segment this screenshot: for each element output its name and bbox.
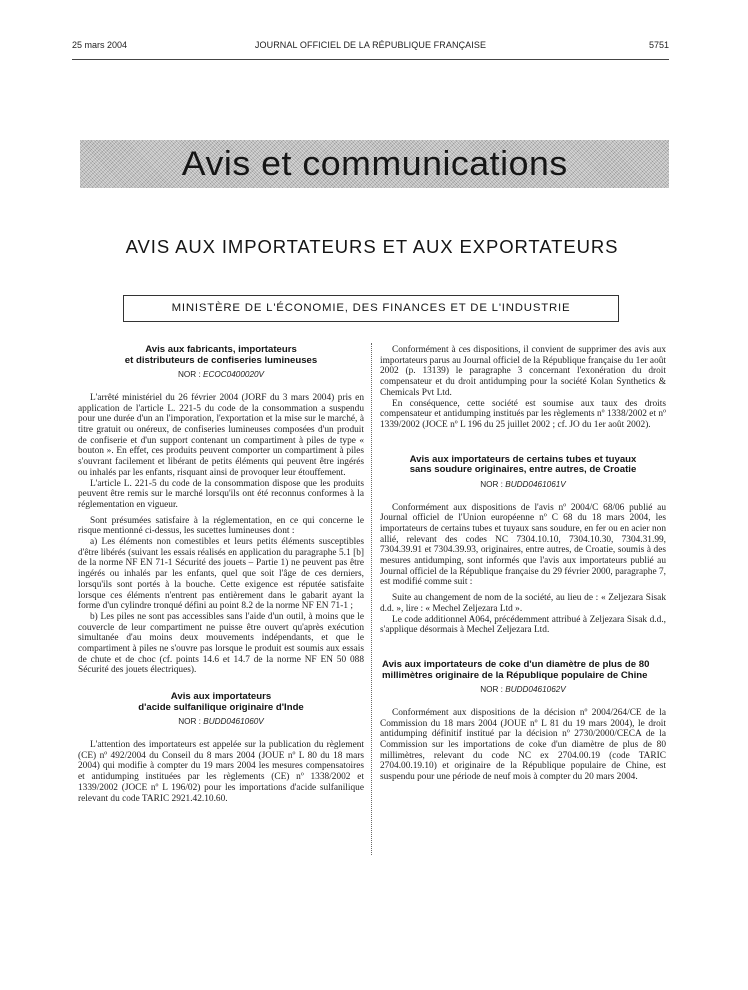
nor-reference: [380, 685, 666, 696]
notice-acide: [78, 692, 364, 804]
paragraph: Le code additionnel A064, précédemment attribué à Zeljezara Sisak d.d., s'applique désormais à Mechel Zeljezara Ltd.: [380, 614, 666, 636]
running-head: [72, 40, 669, 54]
paragraph: En conséquence, cette société est soumise aux taux des droits compensateur et antidumping institués par les règlements nº 1338/2002 et nº 1339/2002 (JOCE nº L 196 du 25 juillet 2002 ; cf. JO du 1er août 2002).: [380, 398, 666, 430]
issue-date: 25 mars 2004: [72, 40, 128, 50]
nor-reference: [380, 480, 666, 491]
right-column: [380, 345, 666, 783]
left-column: [78, 345, 364, 804]
paragraph: a) Les éléments non comestibles et leurs petits éléments susceptibles d'être libérés (suivant les essais réalisés en application du paragraphe 5.1 [b] de la norme NF EN 71-1 Sécurité des jouets – Partie 1) ne peuvent pas être ingérés ou inhalés par les enfants, quel que soit l'âge de ces derniers, lorsqu'ils sont portés à la bouche. Cette exigence est réputée satisfaite lorsque ces éléments n'entrent pas entièrement dans le gabarit ayant la forme d'un cylindre tronqué défini au point 8.2 de la norme NF EN 71-1 ;: [78, 537, 364, 612]
column-divider: [371, 343, 372, 855]
notice-title-line: et distributeurs de confiseries lumineuses: [124, 354, 318, 366]
header-rule: [72, 59, 669, 60]
notice-title-line: Avis aux importateurs: [170, 691, 272, 703]
nor-code: BUDD0461061V: [505, 479, 566, 489]
paragraph: b) Les piles ne sont pas accessibles sans l'aide d'un outil, à moins que le couvercle de leur compartiment ne puisse être ouvert qu'après exécution simultanée d'au moins deux mouvements indépendants, et que le compartiment à piles ne s'ouvre pas lorsque le produit est soumis aux essais de chute et de choc (cf. points 14.6 et 14.7 de la norme NF EN 50 088 Sécurité des jouets électriques).: [78, 611, 364, 676]
nor-code: BUDD0461060V: [203, 717, 264, 727]
banner-title: Avis et communications: [181, 145, 568, 183]
nor-code: ECOC0400020V: [203, 370, 265, 380]
notice-title: [78, 345, 364, 366]
nor-code: BUDD0461062V: [505, 685, 566, 695]
nor-label: NOR :: [480, 479, 506, 489]
section-banner: [80, 140, 669, 188]
notice-title-line: d'acide sulfanilique originaire d'Inde: [138, 701, 304, 713]
nor-label: NOR :: [178, 717, 204, 727]
notice-confiseries: [78, 345, 364, 676]
section-title: AVIS AUX IMPORTATEURS ET AUX EXPORTATEURS: [125, 236, 619, 257]
paragraph: L'arrêté ministériel du 26 février 2004 (JORF du 3 mars 2004) pris en application de l'article L. 221-5 du code de la consommation a suspendu pour une durée d'un an l'imporation, l'exportation et la mise sur le marché, à titre gratuit ou onéreux, de confiseries lumineuses composées d'un produit de confiserie et d'un support contenant un compartiment à piles de type « bouton ». En effet, ces produits peuvent comporter un compartiment à piles s'ouvrant facilement et libérant de petits éléments qui peuvent être ingérés ou inhalés par les enfants, risquant ainsi de provoquer leur étouffement.: [78, 392, 364, 478]
paragraph: Conformément aux dispositions de l'avis nº 2004/C 68/06 publié au Journal officiel de l'Union européenne nº C 68 du 18 mars 2004, les importateurs de certains tubes et tuyaux sans soudure, en fer ou en acier non allié, relevant des codes NC 7304.10.10, 7304.10.30, 7304.31.99, 7304.39.91 et 7304.39.93, originaires, entre autres, de Croatie, soumis à des mesures antidumping, sont informés que l'avis aux importateurs publié au Journal officiel de la République française du 29 février 2000, paragraphe 7, est modifié comme suit :: [380, 502, 666, 588]
paragraph: Conformément aux dispositions de la décision nº 2004/264/CE de la Commission du 18 mars 2004 (JOUE nº L 81 du 19 mars 2004), le droit antidumping définitif institué par la décision nº 2730/2000/CECA de la Commission sur les importations de coke d'un diamètre de plus de 80 millimètres, relevant du code NC ex 2704.00.19 (code TARIC 2704.00.19.10) et originaire de la République populaire de Chine, est suspendu pour une période de neuf mois à compter du 20 mars 2004.: [380, 707, 666, 783]
notice-tubes: [380, 455, 666, 636]
notice-title-line: Avis aux importateurs de certains tubes et tuyaux: [409, 453, 637, 465]
notice-title-line: sans soudure originaires, entre autres, de Croatie: [409, 464, 637, 476]
page-number: 5751: [648, 40, 669, 50]
nor-reference: [78, 370, 364, 381]
journal-title: JOURNAL OFFICIEL DE LA RÉPUBLIQUE FRANÇAISE: [254, 40, 487, 50]
notice-coke: [380, 660, 666, 783]
nor-label: NOR :: [480, 685, 506, 695]
nor-reference: [78, 717, 364, 728]
notice-title: Avis aux importateurs de coke d'un diamètre de plus de 80 millimètres originaire de la République populaire de Chine: [382, 658, 650, 681]
paragraph: Conformément à ces dispositions, il convient de supprimer des avis aux importateurs parus au Journal officiel de la République française du 1er août 2002 (p. 13139) le paragraphe 3 concernant l'exonération du droit compensateur et du droit antidumping pour la société Kolan Synthetics & Chemicals Pvt Ltd.: [380, 345, 667, 398]
paragraph: L'article L. 221-5 du code de la consommation dispose que les produits peuvent être remis sur le marché lorsqu'ils ont été reconnus conformes à la réglementation en vigueur.: [78, 478, 364, 510]
notice-title: [78, 692, 364, 713]
notice-title-line: Avis aux fabricants, importateurs: [145, 344, 297, 355]
notice-title: [380, 455, 666, 476]
nor-label: NOR :: [177, 370, 204, 380]
paragraph: L'attention des importateurs est appelée sur la publication du règlement (CE) nº 492/2004 du Conseil du 8 mars 2004 (JOUE nº L 80 du 18 mars 2004) qui modifie à compter du 19 mars 2004 les mesures compensatoires et antidumping instituées par les règlements (CE) nº 1338/2002 et 1339/2002 (JOCE nº L 196/02) pour les importations d'acide sulfanilique relevant du code TARIC 2921.42.10.60.: [78, 740, 364, 804]
paragraph: Suite au changement de nom de la société, au lieu de : « Zeljezara Sisak d.d. », lire : « Mechel Zeljezara Ltd ».: [380, 593, 666, 614]
ministry-heading: MINISTÈRE DE L'ÉCONOMIE, DES FINANCES ET DE L'INDUSTRIE: [123, 295, 619, 322]
paragraph: Sont présumées satisfaire à la réglementation, en ce qui concerne le risque mentionné ci-dessus, les sucettes lumineuses dont :: [78, 515, 364, 537]
